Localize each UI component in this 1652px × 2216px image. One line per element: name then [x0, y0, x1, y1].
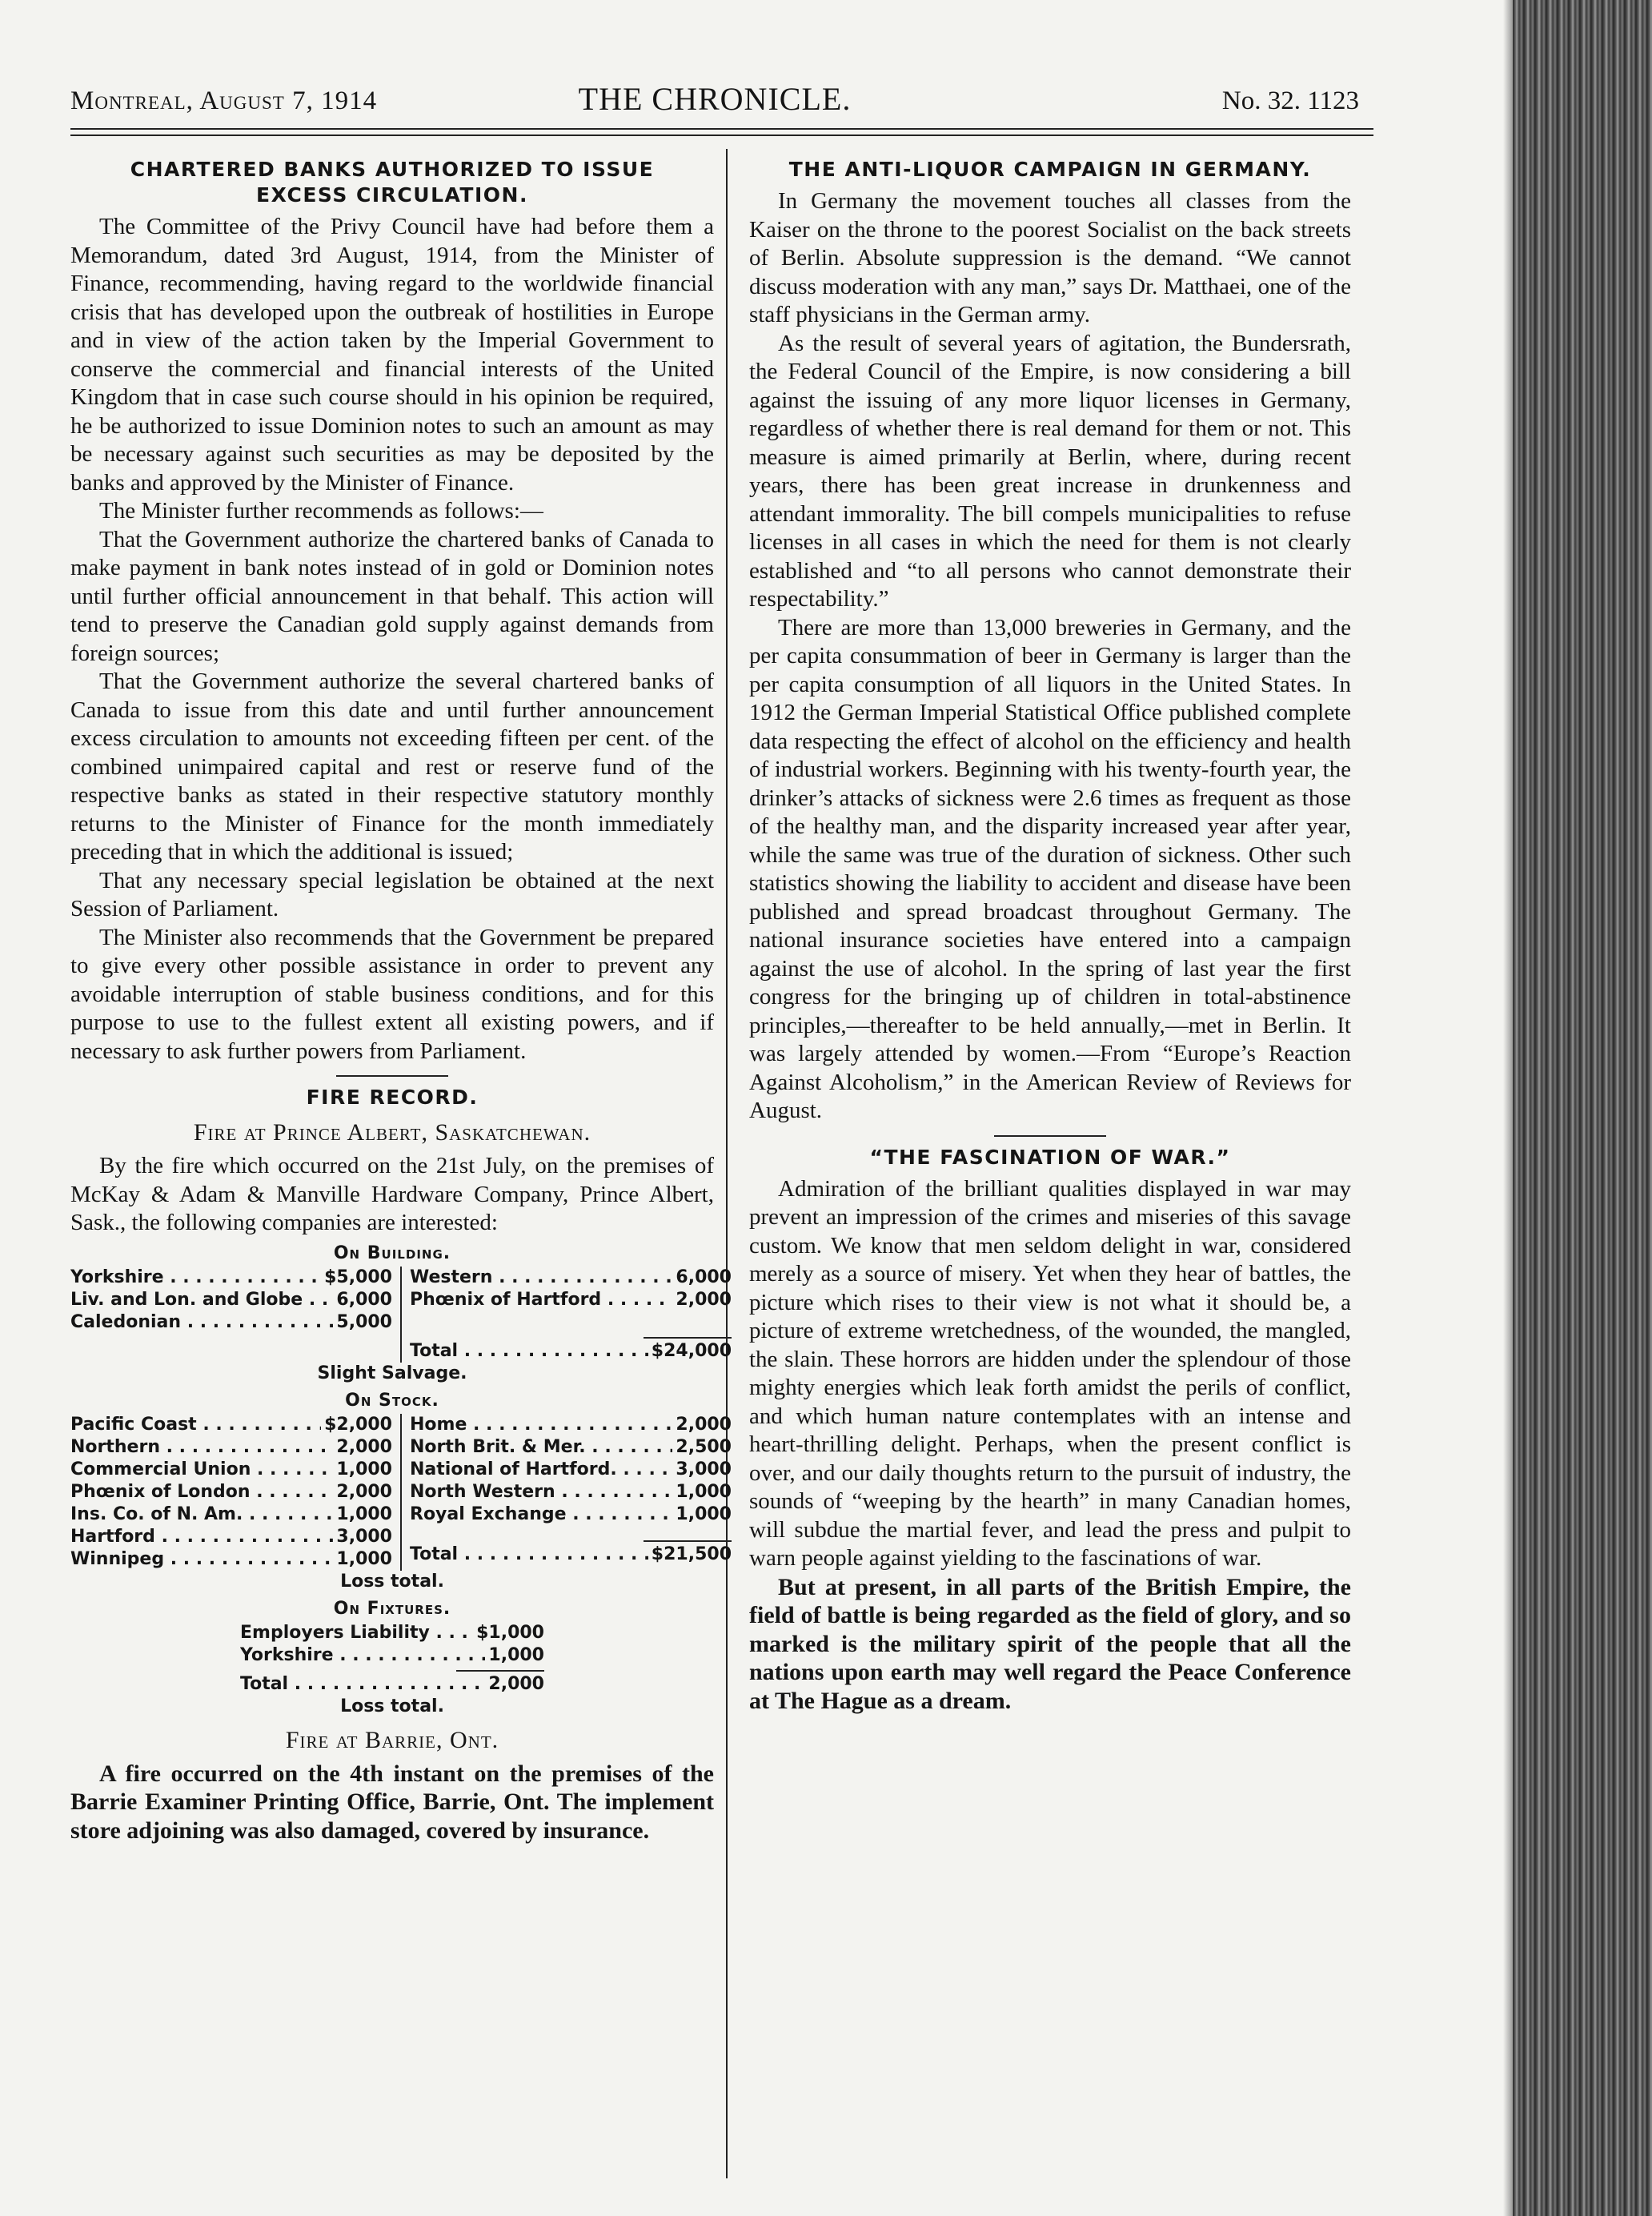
amount: 2,000 [336, 1481, 392, 1502]
loss-note: Loss total. [340, 1571, 444, 1592]
header-dateline: Montreal, August 7, 1914 [70, 86, 378, 115]
page-header [70, 80, 1359, 128]
article-headline-banks [70, 157, 714, 208]
amount: 1,000 [676, 1481, 732, 1502]
section-rule [994, 1135, 1106, 1137]
paragraph: As the result of several years of agitation, the Bundersrath, the Federal Council of the Empire, is now considering a bill against the issuing of any more liquor licenses in Germany, regardless of whether there is real demand for them or not. This measure is aimed primarily at Berlin, where, during recent years, there has been great increase in drunkenness and attendant immorality. The bill compels municipalities to refuse licenses in all cases in which the need for them is not clearly established and “to all persons who cannot demonstrate their respectability.” [749, 330, 1351, 612]
building-right-list [400, 1267, 732, 1363]
insurance-table [70, 1242, 732, 1718]
table-heading-stock: On Stock. [345, 1390, 439, 1411]
company-name: Home . . . [410, 1414, 672, 1436]
total-value: $24,000 [651, 1340, 732, 1361]
subheading-prince-albert: Fire at Prince Albert, Saskatchewan. [193, 1119, 591, 1146]
company-name: Pacific Coast . . . [70, 1414, 321, 1436]
table-row [70, 1414, 392, 1436]
amount: 2,000 [676, 1289, 732, 1310]
table-row [240, 1622, 544, 1644]
headline-line-1: CHARTERED BANKS AUTHORIZED TO ISSUE [130, 158, 655, 181]
company-name: Phœnix of London . . . [70, 1481, 333, 1503]
article-headline-fascination-of-war: “THE FASCINATION OF WAR.” [869, 1145, 1231, 1169]
company-name: Royal Exchange . . . [410, 1503, 672, 1526]
stock-right-list [400, 1414, 732, 1571]
company-name: National of Hartford. . . . [410, 1459, 672, 1481]
company-name: Phœnix of Hartford . . . [410, 1289, 672, 1311]
header-double-rule [70, 128, 1373, 136]
table-row [410, 1267, 732, 1289]
company-name: Caledonian . . . [70, 1311, 333, 1334]
table-row [70, 1289, 392, 1311]
amount: 1,000 [488, 1644, 544, 1665]
total-label: Total . . . [410, 1544, 648, 1566]
company-name: Western . . . [410, 1267, 672, 1289]
paragraph: By the fire which occurred on the 21st July, on the premises of McKay & Adam & Manville Hardware Company, Prince Albert, Sask., the following companies are interested: [70, 1153, 714, 1235]
table-row [70, 1503, 392, 1526]
table-row [410, 1340, 732, 1363]
company-name: Yorkshire . . . [70, 1267, 321, 1289]
right-column [749, 157, 1351, 1715]
paragraph: But at present, in all parts of the British Empire, the field of battle is being regarded as the field of glory, and so marked is the military spirit of the people that all the nations upon earth may well regard the Peace Conference at The Hague as a dream. [749, 1573, 1351, 1714]
section-rule [336, 1075, 448, 1077]
table-row [70, 1526, 392, 1548]
amount: 2,000 [336, 1436, 392, 1457]
table-row [410, 1503, 732, 1526]
table-row [410, 1544, 732, 1566]
paragraph: The Minister further recommends as follows:— [99, 498, 543, 524]
total-label: Total . . . [240, 1673, 485, 1696]
total-rule [644, 1540, 732, 1542]
paragraph: In Germany the movement touches all classes from the Kaiser on the throne to the poorest Socialist on the back streets of Berlin. Absolute suppression is the demand. “We cannot discuss moderation with any man,” says Dr. Matthaei, one of the staff physicians in the German army. [749, 188, 1351, 327]
table-row [410, 1289, 732, 1311]
salvage-note: Slight Salvage. [317, 1363, 467, 1383]
article-headline-fire-record: FIRE RECORD. [306, 1086, 479, 1109]
company-name: Employers Liability . . . [240, 1622, 473, 1644]
building-grid [70, 1267, 732, 1363]
table-heading-building: On Building. [333, 1242, 451, 1263]
total-rule [644, 1337, 732, 1339]
paragraph: The Minister also recommends that the Government be prepared to give every other possible assistance in order to prevent any avoidable interruption of stable business conditions, and for this purpose to use to the fullest extent all existing powers, and if necessary to ask further powers from Parliament. [70, 924, 714, 1064]
table-row [70, 1481, 392, 1503]
amount: $5,000 [324, 1267, 392, 1287]
table-row [70, 1459, 392, 1481]
table-row [70, 1311, 392, 1334]
table-row [410, 1436, 732, 1459]
company-name: North Brit. & Mer. . . . [410, 1436, 672, 1459]
header-issue-page: No. 32. 1123 [1221, 86, 1359, 115]
table-row [240, 1644, 544, 1667]
total-value: $21,500 [651, 1544, 732, 1564]
total-rule [456, 1670, 544, 1672]
paragraph: There are more than 13,000 breweries in Germany, and the per capita consummation of beer in Germany is larger than the per capita consumption of all liquors in the United States. In 1912 the German Imperial Statistical Office published complete data respecting the effect of alcohol on the efficiency and health of industrial workers. Beginning with his twenty-fourth year, the drinker’s attacks of sickness were 2.6 times as frequent as those of the healthy man, and the disparity increased year after year, while the same was true of the duration of sickness. Other such statistics showing the liability to accident and disease have been published and spread broadcast throughout Germany. The national insurance societies have entered into a campaign against the use of alcohol. In the spring of last year the first congress for the bringing up of children in total-abstinence principles,—thereafter to be held annually,—met in Berlin. It was largely attended by women.—From “Europe’s Reaction Against Alcoholism,” in the American Review of Reviews for August. [749, 614, 1351, 1123]
paragraph: That the Government authorize the chartered banks of Canada to make payment in bank notes instead of in gold or Dominion notes until further official announcement in that behalf. This action will tend to preserve the Canadian gold supply against demands from foreign sources; [70, 526, 714, 666]
amount: 2,000 [676, 1414, 732, 1435]
table-row [410, 1414, 732, 1436]
column-divider [726, 149, 728, 2178]
company-name: Northern . . . [70, 1436, 333, 1459]
left-column [70, 157, 732, 1845]
amount: 6,000 [336, 1289, 392, 1310]
amount: 3,000 [336, 1526, 392, 1547]
company-name: Hartford . . . [70, 1526, 333, 1548]
headline-line-2: EXCESS CIRCULATION. [256, 183, 528, 207]
amount: 2,500 [676, 1436, 732, 1457]
company-name: Winnipeg . . . [70, 1548, 333, 1571]
amount: 1,000 [336, 1503, 392, 1524]
book-binding-edge [1513, 0, 1652, 2216]
total-label: Total . . . [410, 1340, 648, 1363]
company-name: Commercial Union . . . [70, 1459, 333, 1481]
amount: 6,000 [676, 1267, 732, 1287]
total-value: 2,000 [488, 1673, 544, 1694]
table-heading-fixtures: On Fixtures. [333, 1598, 451, 1619]
stock-grid [70, 1414, 732, 1571]
paragraph: Admiration of the brilliant qualities displayed in war may prevent an impression of the crimes and miseries of this savage custom. We know that men seldom delight in war, considered merely as a source of misery. Yet when they hear of battles, the picture which rises to their view is not what it should be, a picture of extreme wretchedness, of the wounded, the mangled, the slain. These horrors are hidden under the splendour of those mighty energies which leak forth amidst the perils of conflict, and which human nature contemplates with an intense and heart-thrilling delight. Perhaps, when the present conflict is over, and our daily thoughts return to the pursuit of industry, the sounds of “weeping by the hearth” in many Canadian homes, will subdue the martial fever, and lead the press and pulpit to warn people against yielding to the fascinations of war. [749, 1175, 1351, 1571]
building-left-list [70, 1267, 400, 1363]
amount: 1,000 [336, 1548, 392, 1569]
amount: 1,000 [676, 1503, 732, 1524]
paragraph: That any necessary special legislation be obtained at the next Session of Parliament. [70, 867, 714, 921]
stock-left-list [70, 1414, 400, 1571]
table-row [70, 1548, 392, 1571]
amount: 5,000 [336, 1311, 392, 1332]
table-row [240, 1673, 544, 1696]
header-masthead: THE CHRONICLE. [578, 81, 852, 117]
fixtures-list [240, 1622, 544, 1696]
amount: $1,000 [476, 1622, 544, 1643]
paragraph: That the Government authorize the several chartered banks of Canada to issue from this date and until further announcement excess circulation to amounts not exceeding fifteen per cent. of the combined unimpaired capital and rest or reserve fund of the respective banks as stated in their respective statutory monthly returns to the Minister of Finance for the month immediately preceding that in which the additional is issued; [70, 668, 714, 865]
table-row [70, 1267, 392, 1289]
table-row [410, 1459, 732, 1481]
amount: 3,000 [676, 1459, 732, 1479]
paragraph: A fire occurred on the 4th instant on the premises of the Barrie Examiner Printing Office, Barrie, Ont. The implement store adjoining was also damaged, covered by insurance. [70, 1760, 714, 1844]
amount: 1,000 [336, 1459, 392, 1479]
paragraph: The Committee of the Privy Council have had before them a Memorandum, dated 3rd August, 1914, from the Minister of Finance, recommending, having regard to the worldwide financial crisis that has developed upon the outbreak of hostilities in Europe and in view of the action taken by the Imperial Government to conserve the commercial and financial interests of the United Kingdom that in case such course should in his opinion be required, he be authorized to issue Dominion notes to such an amount as may be necessary against such securities as may be deposited by the banks and approved by the Minister of Finance. [70, 214, 714, 496]
company-name: Yorkshire . . . [240, 1644, 485, 1667]
amount: $2,000 [324, 1414, 392, 1435]
company-name: North Western . . . [410, 1481, 672, 1503]
subheading-barrie: Fire at Barrie, Ont. [285, 1726, 499, 1753]
company-name: Liv. and Lon. and Globe . . . [70, 1289, 333, 1311]
article-headline-anti-liquor: THE ANTI-LIQUOR CAMPAIGN IN GERMANY. [788, 158, 1312, 181]
loss-note: Loss total. [340, 1696, 444, 1716]
company-name: Ins. Co. of N. Am. . . . [70, 1503, 333, 1526]
table-row [70, 1436, 392, 1459]
table-row [410, 1481, 732, 1503]
